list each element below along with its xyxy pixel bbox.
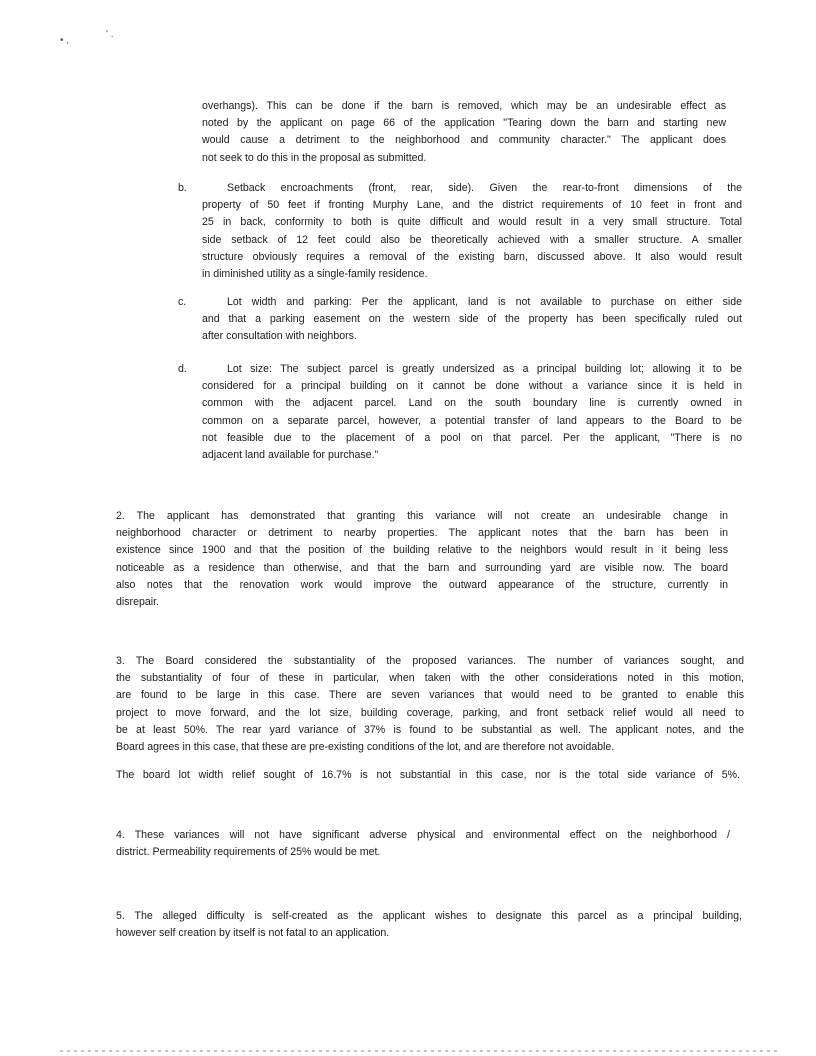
text-line: however self creation by itself is not fatal to an application. <box>116 927 390 940</box>
scan-speck: ' . <box>106 29 114 40</box>
text-line: Setback encroachments (front, rear, side). Given the rear-to-front dimensions of the <box>227 182 742 194</box>
item-d-paragraph <box>202 361 742 464</box>
text-line: noticeable as a residence than otherwise, and that the barn and surrounding yard are visible now. The board <box>116 561 728 574</box>
text-line: the substantiality of four of these in particular, when taken with the other considerations noted in this motion, <box>116 672 744 685</box>
text-line: would cause a detriment to the neighborhood and community character." The applicant does <box>202 134 726 147</box>
intro-paragraph <box>202 98 726 167</box>
item-b-marker: b. <box>178 182 187 194</box>
text-line: existence since 1900 and that the position of the building relative to the neighbors would result in it being less <box>116 544 728 557</box>
item-c-marker: c. <box>178 296 187 308</box>
text-line: side setback of 12 feet could also be theoretically achieved with a smaller structure. A smaller <box>202 233 742 246</box>
text-line: not seek to do this in the proposal as submitted. <box>202 151 427 164</box>
text-line: Board agrees in this case, that these are pre-existing conditions of the lot, and are therefore not avoidable. <box>116 741 615 754</box>
text-line: The board lot width relief sought of 16.7% is not substantial in this case, nor is the total side variance of 5%. <box>116 769 740 781</box>
text-line: overhangs). This can be done if the barn is removed, which may be an undesirable effect as <box>202 100 726 112</box>
text-line: Lot size: The subject parcel is greatly undersized as a principal building lot; allowing it to be <box>227 363 742 375</box>
point-3-paragraph <box>116 653 744 756</box>
item-d-marker: d. <box>178 363 187 375</box>
text-line: 3. The Board considered the substantiality of the proposed variances. The number of variances sought, and <box>116 655 744 667</box>
point-3-continuation <box>116 767 740 784</box>
text-line: after consultation with neighbors. <box>202 330 357 343</box>
text-line: 2. The applicant has demonstrated that granting this variance will not create an undesirable change in <box>116 510 728 522</box>
text-line: not feasible due to the placement of a pool on that parcel. Per the applicant, "There is no <box>202 431 742 444</box>
text-line: 25 in back, conformity to both is quite difficult and would result in a very small structure. Total <box>202 216 742 229</box>
scan-edge-artifact <box>60 1050 780 1052</box>
text-line: project to move forward, and the lot size, building coverage, parking, and front setback relief would all need to <box>116 706 744 719</box>
text-line: Lot width and parking: Per the applicant, land is not available to purchase on either side <box>227 296 742 308</box>
text-line: adjacent land available for purchase." <box>202 449 379 462</box>
scan-speck: • , <box>60 35 70 46</box>
text-line: neighborhood character or detriment to nearby properties. The applicant notes that the barn has been in <box>116 527 728 540</box>
text-line: are found to be large in this case. There are seven variances that would need to be granted to enable this <box>116 689 744 702</box>
text-line: and that a parking easement on the western side of the property has been specifically ruled out <box>202 313 742 326</box>
text-line: also notes that the renovation work would improve the outward appearance of the structure, currently in <box>116 578 728 591</box>
item-c-paragraph <box>202 294 742 346</box>
text-line: disrepair. <box>116 596 159 609</box>
text-line: property of 50 feet if fronting Murphy Lane, and the district requirements of 10 feet in front and <box>202 199 742 212</box>
point-4-paragraph <box>116 827 730 861</box>
text-line: common on a separate parcel, however, a potential transfer of land appears to the Board to be <box>202 414 742 427</box>
point-2-paragraph <box>116 508 728 611</box>
text-line: 4. These variances will not have significant adverse physical and environmental effect on the neighborhood / <box>116 829 730 841</box>
text-line: district. Permeability requirements of 25% would be met. <box>116 846 381 859</box>
text-line: 5. The alleged difficulty is self-created as the applicant wishes to designate this parcel as a principal building, <box>116 910 742 922</box>
text-line: common with the adjacent parcel. Land on the south boundary line is currently owned in <box>202 397 742 410</box>
item-b-paragraph <box>202 180 742 283</box>
text-line: in diminished utility as a single-family residence. <box>202 268 428 281</box>
text-line: noted by the applicant on page 66 of the application "Tearing down the barn and starting new <box>202 117 726 130</box>
text-line: be at least 50%. The rear yard variance of 37% is found to be substantial as well. The applicant notes, and the <box>116 723 744 736</box>
text-line: considered for a principal building on it cannot be done without a variance since it is held in <box>202 380 742 393</box>
point-5-paragraph <box>116 908 742 942</box>
text-line: structure obviously requires a removal of the existing barn, discussed above. It also would result <box>202 250 742 263</box>
